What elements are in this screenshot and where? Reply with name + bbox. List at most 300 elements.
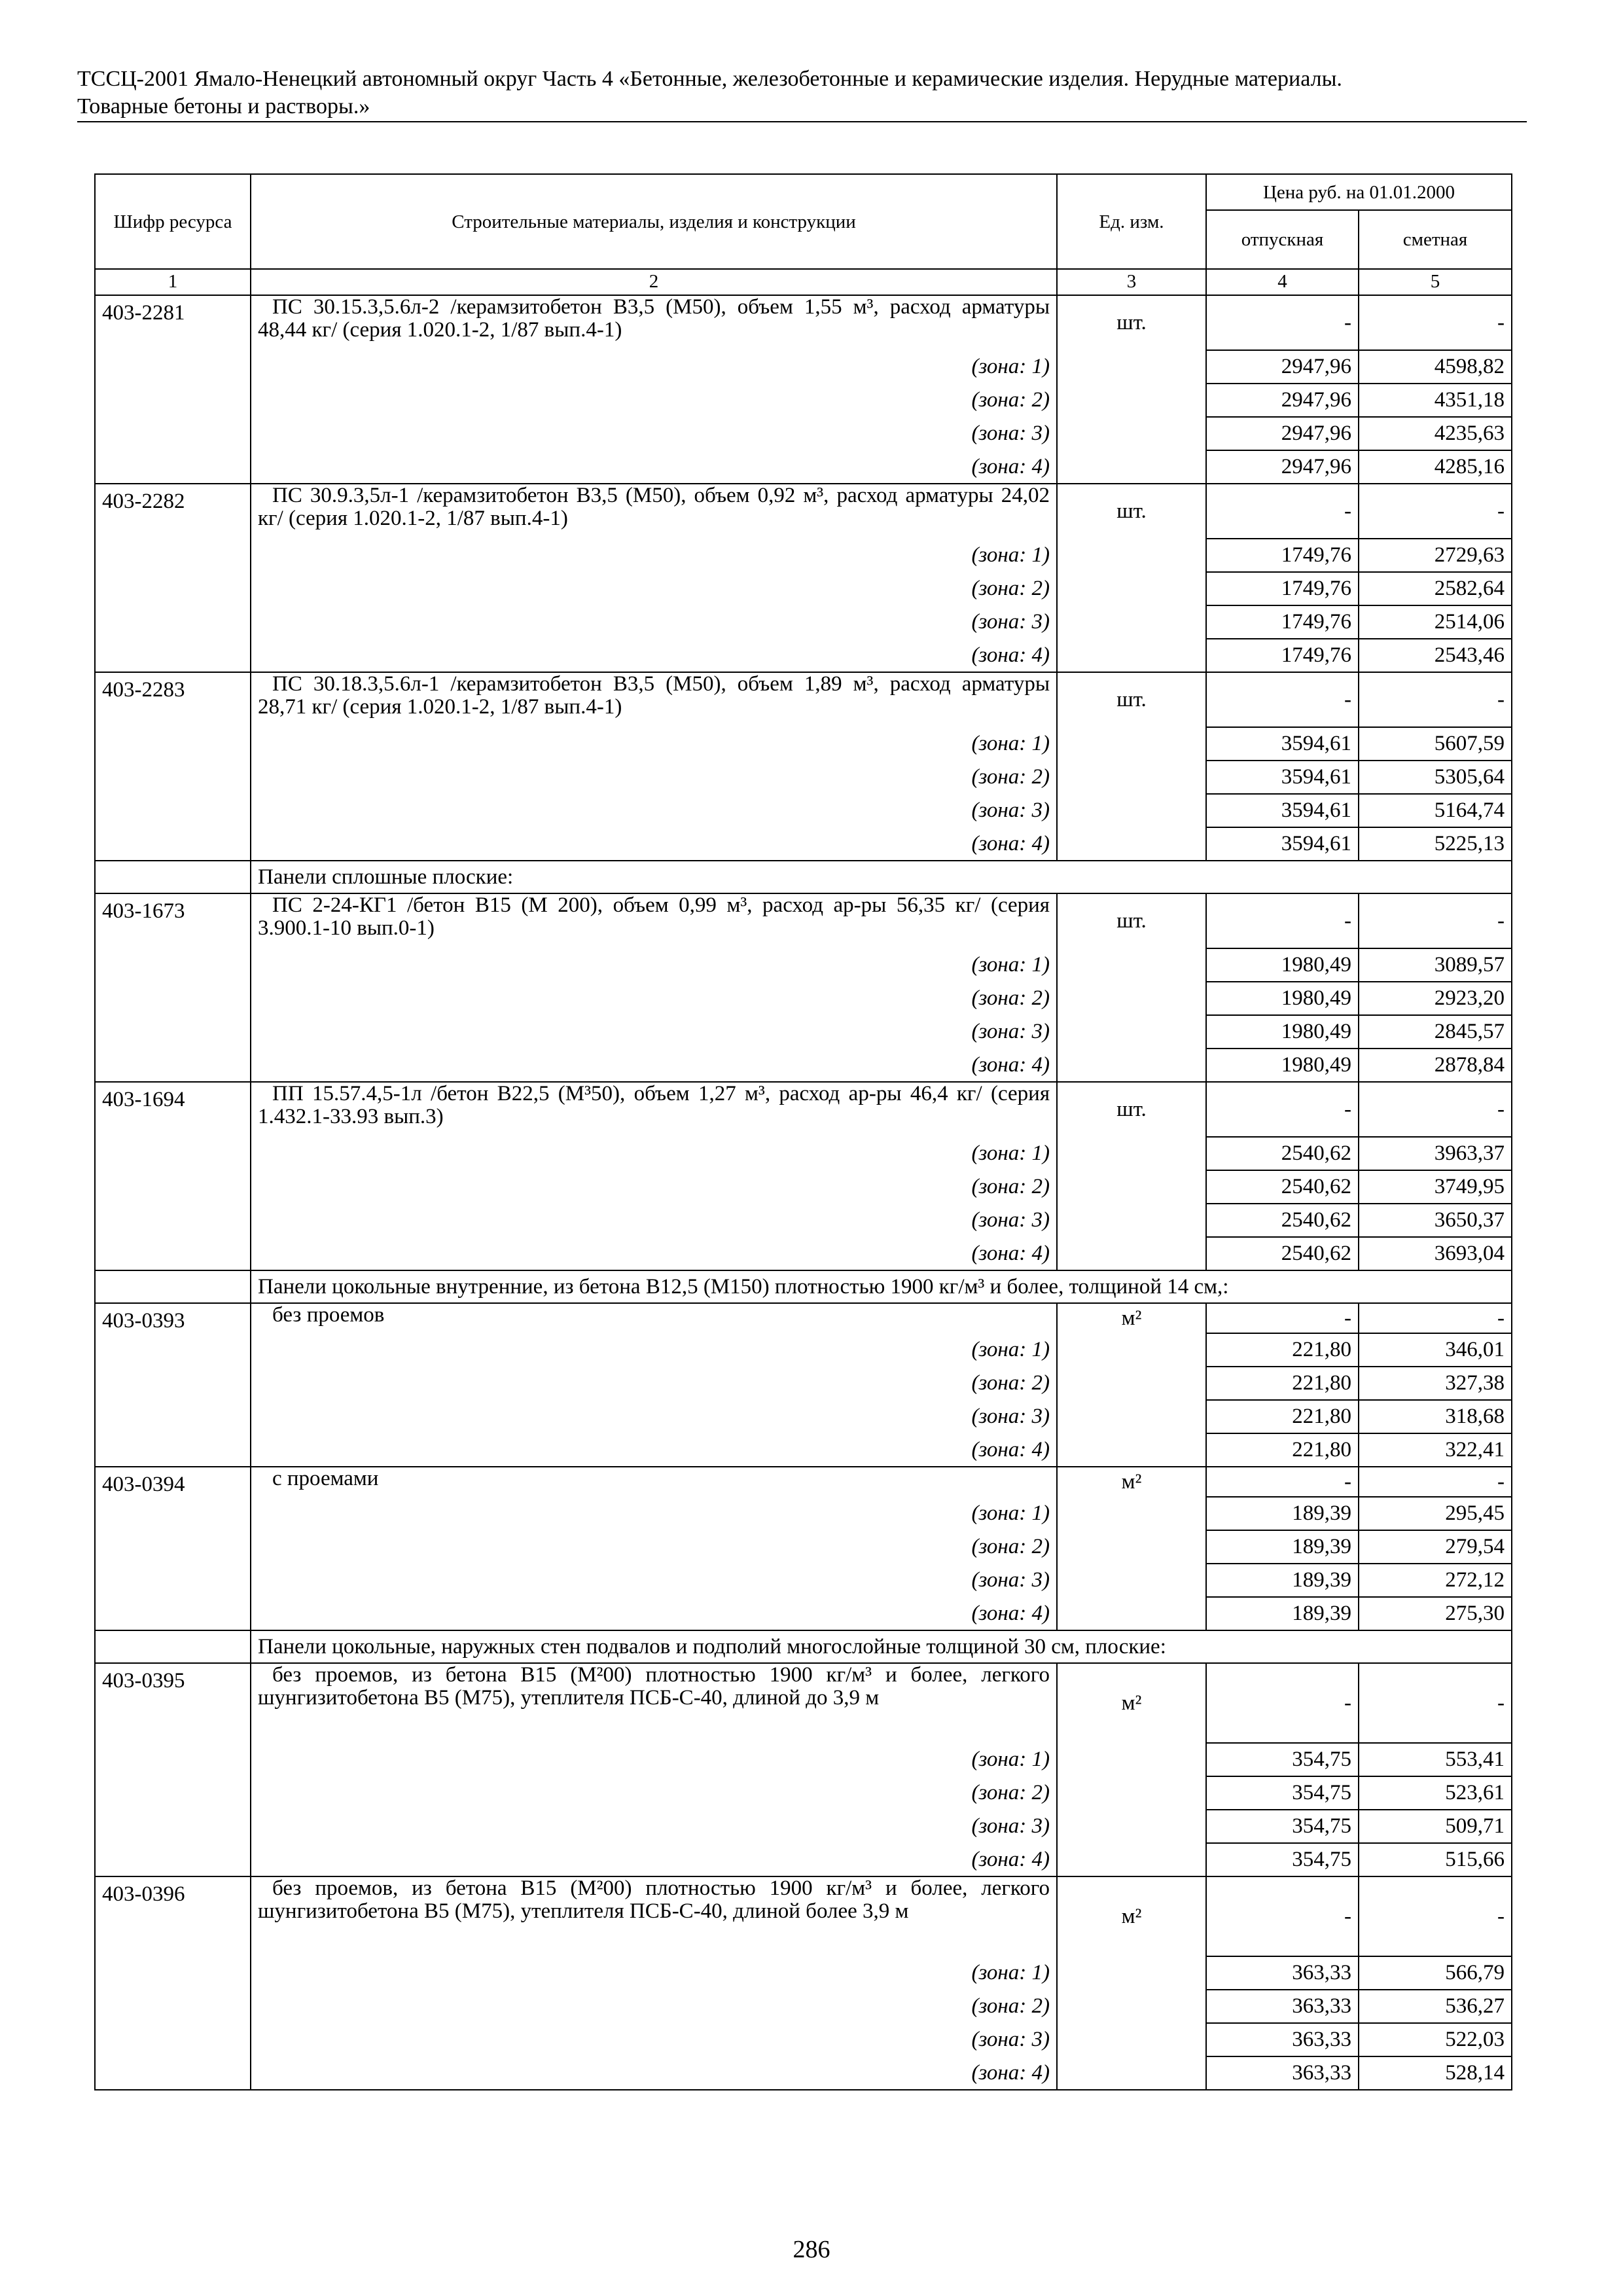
release-price: - xyxy=(1206,1467,1359,1497)
material-name xyxy=(251,1663,1057,1743)
empty-cell xyxy=(1057,1333,1206,1367)
empty-cell xyxy=(95,1776,251,1810)
zone-release-price: 363,33 xyxy=(1206,1990,1359,2023)
empty-cell xyxy=(1057,761,1206,794)
zone-release-price: 1749,76 xyxy=(1206,539,1359,572)
zone-label: (зона: 2) xyxy=(251,572,1057,605)
unit-cell: м² xyxy=(1057,1467,1206,1497)
empty-cell xyxy=(95,761,251,794)
empty-cell xyxy=(1057,1990,1206,2023)
zone-label: (зона: 2) xyxy=(251,1367,1057,1400)
zone-row xyxy=(95,1843,1512,1876)
col-number: 3 xyxy=(1057,269,1206,295)
zone-estimate-price: 509,71 xyxy=(1359,1810,1512,1843)
zone-label: (зона: 4) xyxy=(251,1843,1057,1876)
table-row xyxy=(95,893,1512,948)
empty-cell xyxy=(95,1333,251,1367)
zone-release-price: 189,39 xyxy=(1206,1564,1359,1597)
zone-label: (зона: 1) xyxy=(251,539,1057,572)
zone-label: (зона: 4) xyxy=(251,1433,1057,1467)
empty-cell xyxy=(95,450,251,484)
zone-estimate-price: 2923,20 xyxy=(1359,982,1512,1015)
material-name-text: без проемов, из бетона В15 (М²00) плотностью 1900 кг/м³ и более, легкого шунгизитобетона В5 (М75), утеплителя ПСБ-С-40, длиной до 3,9 м xyxy=(258,1663,1050,1710)
release-price: - xyxy=(1206,1303,1359,1333)
section-title: Панели сплошные плоские: xyxy=(251,861,1512,893)
zone-estimate-price: 2582,64 xyxy=(1359,572,1512,605)
material-name-text: без проемов, из бетона В15 (М²00) плотностью 1900 кг/м³ и более, легкого шунгизитобетона В5 (М75), утеплителя ПСБ-С-40, длиной более 3,9 м xyxy=(258,1876,1050,1923)
material-name-text: с проемами xyxy=(272,1467,379,1490)
zone-row xyxy=(95,417,1512,450)
empty-cell xyxy=(1057,948,1206,982)
release-price: - xyxy=(1206,484,1359,539)
zone-label: (зона: 3) xyxy=(251,1810,1057,1843)
zone-label: (зона: 4) xyxy=(251,1597,1057,1630)
zone-estimate-price: 2878,84 xyxy=(1359,1049,1512,1082)
zone-release-price: 1980,49 xyxy=(1206,1049,1359,1082)
zone-label: (зона: 4) xyxy=(251,1237,1057,1270)
resource-code: 403-2283 xyxy=(95,672,251,727)
zone-estimate-price: 2845,57 xyxy=(1359,1015,1512,1049)
zone-release-price: 221,80 xyxy=(1206,1367,1359,1400)
zone-estimate-price: 4235,63 xyxy=(1359,417,1512,450)
empty-cell xyxy=(95,948,251,982)
zone-row xyxy=(95,1015,1512,1049)
zone-estimate-price: 3650,37 xyxy=(1359,1204,1512,1237)
empty-cell xyxy=(1057,1137,1206,1170)
empty-cell xyxy=(1057,1564,1206,1597)
zone-release-price: 2540,62 xyxy=(1206,1170,1359,1204)
unit-cell: шт. xyxy=(1057,672,1206,727)
zone-estimate-price: 3693,04 xyxy=(1359,1237,1512,1270)
zone-estimate-price: 553,41 xyxy=(1359,1743,1512,1776)
release-price: - xyxy=(1206,672,1359,727)
zone-row xyxy=(95,727,1512,761)
zone-row xyxy=(95,1333,1512,1367)
zone-estimate-price: 2729,63 xyxy=(1359,539,1512,572)
resource-code: 403-0393 xyxy=(95,1303,251,1333)
zone-row xyxy=(95,1204,1512,1237)
zone-release-price: 2947,96 xyxy=(1206,350,1359,384)
empty-cell xyxy=(1057,1170,1206,1204)
zone-estimate-price: 4598,82 xyxy=(1359,350,1512,384)
price-table xyxy=(94,173,1512,2090)
zone-row xyxy=(95,1597,1512,1630)
zone-row xyxy=(95,1743,1512,1776)
empty-cell xyxy=(1057,982,1206,1015)
zone-estimate-price: 528,14 xyxy=(1359,2056,1512,2090)
zone-release-price: 2540,62 xyxy=(1206,1137,1359,1170)
zone-release-price: 354,75 xyxy=(1206,1843,1359,1876)
page-header xyxy=(77,65,1527,120)
zone-estimate-price: 279,54 xyxy=(1359,1530,1512,1564)
header-line-2: Товарные бетоны и растворы.» xyxy=(77,94,370,118)
empty-cell xyxy=(95,1843,251,1876)
empty-cell xyxy=(1057,794,1206,827)
col-header-release: отпускная xyxy=(1206,210,1359,269)
zone-estimate-price: 4285,16 xyxy=(1359,450,1512,484)
zone-row xyxy=(95,539,1512,572)
material-name-text: ПС 30.18.3,5.6л-1 /керамзитобетон В3,5 (М50), объем 1,89 м³, расход арматуры 28,71 кг/ (серия 1.020.1-2, 1/87 вып.4-1) xyxy=(258,672,1050,719)
zone-label: (зона: 3) xyxy=(251,794,1057,827)
empty-cell xyxy=(95,1237,251,1270)
zone-estimate-price: 275,30 xyxy=(1359,1597,1512,1630)
material-name-text: ПС 30.15.3,5.6л-2 /керамзитобетон В3,5 (М50), объем 1,55 м³, расход арматуры 48,44 кг/ (серия 1.020.1-2, 1/87 вып.4-1) xyxy=(258,295,1050,342)
zone-release-price: 3594,61 xyxy=(1206,761,1359,794)
table-row xyxy=(95,484,1512,539)
zone-row xyxy=(95,1530,1512,1564)
zone-label: (зона: 1) xyxy=(251,1956,1057,1990)
zone-row xyxy=(95,1776,1512,1810)
zone-label: (зона: 1) xyxy=(251,948,1057,982)
table-row xyxy=(95,672,1512,727)
empty-cell xyxy=(1057,639,1206,672)
empty-cell xyxy=(95,1049,251,1082)
header-line-1: ТССЦ-2001 Ямало-Ненецкий автономный округ Часть 4 «Бетонные, железобетонные и керамические изделия. Нерудные материалы. xyxy=(77,67,1342,91)
unit-cell: шт. xyxy=(1057,1082,1206,1137)
zone-row xyxy=(95,605,1512,639)
zone-release-price: 363,33 xyxy=(1206,2056,1359,2090)
unit-cell: шт. xyxy=(1057,893,1206,948)
zone-row xyxy=(95,1400,1512,1433)
release-price: - xyxy=(1206,295,1359,350)
zone-estimate-price: 322,41 xyxy=(1359,1433,1512,1467)
zone-release-price: 2947,96 xyxy=(1206,417,1359,450)
empty-cell xyxy=(1057,1433,1206,1467)
zone-row xyxy=(95,450,1512,484)
zone-release-price: 363,33 xyxy=(1206,1956,1359,1990)
material-name xyxy=(251,893,1057,948)
zone-label: (зона: 2) xyxy=(251,761,1057,794)
zone-release-price: 354,75 xyxy=(1206,1810,1359,1843)
empty-cell xyxy=(95,1497,251,1530)
section-row xyxy=(95,1630,1512,1663)
material-name xyxy=(251,1082,1057,1137)
section-title: Панели цокольные внутренние, из бетона В12,5 (М150) плотностью 1900 кг/м³ и более, толщиной 14 см,: xyxy=(251,1270,1512,1303)
material-name-text: ПП 15.57.4,5-1л /бетон В22,5 (М³50), объем 1,27 м³, расход ар-ры 46,4 кг/ (серия 1.432.1-33.93 вып.3) xyxy=(258,1082,1050,1128)
zone-estimate-price: 327,38 xyxy=(1359,1367,1512,1400)
estimate-price: - xyxy=(1359,1467,1512,1497)
estimate-price: - xyxy=(1359,893,1512,948)
zone-row xyxy=(95,948,1512,982)
release-price: - xyxy=(1206,1082,1359,1137)
unit-cell: м² xyxy=(1057,1876,1206,1956)
zone-estimate-price: 5164,74 xyxy=(1359,794,1512,827)
estimate-price: - xyxy=(1359,1082,1512,1137)
empty-cell xyxy=(1057,450,1206,484)
resource-code: 403-1694 xyxy=(95,1082,251,1137)
section-row xyxy=(95,861,1512,893)
zone-label: (зона: 1) xyxy=(251,1333,1057,1367)
col-header-code: Шифр ресурса xyxy=(95,174,251,269)
col-header-name: Строительные материалы, изделия и конструкции xyxy=(251,174,1057,269)
zone-release-price: 354,75 xyxy=(1206,1776,1359,1810)
empty-cell xyxy=(95,639,251,672)
table-row xyxy=(95,1082,1512,1137)
section-row xyxy=(95,1270,1512,1303)
zone-estimate-price: 2514,06 xyxy=(1359,605,1512,639)
zone-release-price: 221,80 xyxy=(1206,1433,1359,1467)
resource-code: 403-0396 xyxy=(95,1876,251,1956)
empty-cell xyxy=(95,1400,251,1433)
zone-row xyxy=(95,794,1512,827)
zone-row xyxy=(95,761,1512,794)
table-row xyxy=(95,1303,1512,1333)
estimate-price: - xyxy=(1359,1663,1512,1743)
zone-label: (зона: 2) xyxy=(251,1170,1057,1204)
zone-row xyxy=(95,350,1512,384)
empty-cell xyxy=(95,572,251,605)
col-header-unit: Ед. изм. xyxy=(1057,174,1206,269)
zone-row xyxy=(95,1564,1512,1597)
empty-cell xyxy=(95,1170,251,1204)
zone-label: (зона: 2) xyxy=(251,982,1057,1015)
zone-release-price: 3594,61 xyxy=(1206,827,1359,861)
release-price: - xyxy=(1206,893,1359,948)
empty-cell xyxy=(95,1564,251,1597)
zone-estimate-price: 5607,59 xyxy=(1359,727,1512,761)
section-title: Панели цокольные, наружных стен подвалов и подполий многослойные толщиной 30 см, плоские: xyxy=(251,1630,1512,1663)
estimate-price: - xyxy=(1359,1303,1512,1333)
zone-label: (зона: 1) xyxy=(251,1137,1057,1170)
zone-release-price: 1749,76 xyxy=(1206,639,1359,672)
empty-cell xyxy=(95,417,251,450)
zone-release-price: 189,39 xyxy=(1206,1530,1359,1564)
resource-code: 403-2282 xyxy=(95,484,251,539)
empty-cell xyxy=(95,1956,251,1990)
zone-estimate-price: 515,66 xyxy=(1359,1843,1512,1876)
col-number: 1 xyxy=(95,269,251,295)
zone-release-price: 354,75 xyxy=(1206,1743,1359,1776)
zone-label: (зона: 1) xyxy=(251,350,1057,384)
empty-cell xyxy=(1057,2056,1206,2090)
section-empty-cell xyxy=(95,861,251,893)
table-row xyxy=(95,1467,1512,1497)
zone-row xyxy=(95,2023,1512,2056)
empty-cell xyxy=(1057,2023,1206,2056)
empty-cell xyxy=(1057,1497,1206,1530)
zone-label: (зона: 4) xyxy=(251,827,1057,861)
empty-cell xyxy=(95,1433,251,1467)
empty-cell xyxy=(1057,572,1206,605)
zone-estimate-price: 3749,95 xyxy=(1359,1170,1512,1204)
empty-cell xyxy=(1057,1400,1206,1433)
empty-cell xyxy=(1057,1743,1206,1776)
zone-release-price: 3594,61 xyxy=(1206,794,1359,827)
material-name xyxy=(251,484,1057,539)
zone-row xyxy=(95,827,1512,861)
zone-estimate-price: 2543,46 xyxy=(1359,639,1512,672)
zone-row xyxy=(95,1170,1512,1204)
empty-cell xyxy=(1057,827,1206,861)
empty-cell xyxy=(95,982,251,1015)
zone-release-price: 2540,62 xyxy=(1206,1237,1359,1270)
zone-release-price: 1980,49 xyxy=(1206,1015,1359,1049)
zone-release-price: 221,80 xyxy=(1206,1400,1359,1433)
page-number: 286 xyxy=(793,2236,830,2263)
material-name-text: ПС 30.9.3,5л-1 /керамзитобетон В3,5 (М50), объем 0,92 м³, расход арматуры 24,02 кг/ (серия 1.020.1-2, 1/87 вып.4-1) xyxy=(258,484,1050,530)
release-price: - xyxy=(1206,1663,1359,1743)
empty-cell xyxy=(1057,1204,1206,1237)
unit-cell: шт. xyxy=(1057,484,1206,539)
empty-cell xyxy=(95,2056,251,2090)
empty-cell xyxy=(1057,1049,1206,1082)
zone-row xyxy=(95,1990,1512,2023)
empty-cell xyxy=(1057,1810,1206,1843)
zone-release-price: 2947,96 xyxy=(1206,450,1359,484)
resource-code: 403-0394 xyxy=(95,1467,251,1497)
resource-code: 403-1673 xyxy=(95,893,251,948)
material-name xyxy=(251,1303,1057,1333)
zone-estimate-price: 536,27 xyxy=(1359,1990,1512,2023)
zone-row xyxy=(95,1137,1512,1170)
empty-cell xyxy=(95,2023,251,2056)
zone-label: (зона: 4) xyxy=(251,1049,1057,1082)
estimate-price: - xyxy=(1359,484,1512,539)
zone-estimate-price: 295,45 xyxy=(1359,1497,1512,1530)
empty-cell xyxy=(1057,605,1206,639)
unit-cell: шт. xyxy=(1057,295,1206,350)
estimate-price: - xyxy=(1359,1876,1512,1956)
zone-label: (зона: 2) xyxy=(251,1530,1057,1564)
section-empty-cell xyxy=(95,1630,251,1663)
empty-cell xyxy=(95,605,251,639)
table-row xyxy=(95,1876,1512,1956)
material-name xyxy=(251,1876,1057,1956)
zone-label: (зона: 2) xyxy=(251,1776,1057,1810)
unit-cell: м² xyxy=(1057,1663,1206,1743)
estimate-price: - xyxy=(1359,295,1512,350)
zone-estimate-price: 346,01 xyxy=(1359,1333,1512,1367)
empty-cell xyxy=(95,1743,251,1776)
zone-label: (зона: 3) xyxy=(251,1204,1057,1237)
material-name-text: без проемов xyxy=(272,1303,385,1327)
zone-estimate-price: 272,12 xyxy=(1359,1564,1512,1597)
zone-release-price: 1980,49 xyxy=(1206,948,1359,982)
estimate-price: - xyxy=(1359,672,1512,727)
col-header-estimate: сметная xyxy=(1359,210,1512,269)
zone-label: (зона: 1) xyxy=(251,727,1057,761)
empty-cell xyxy=(1057,1015,1206,1049)
zone-label: (зона: 4) xyxy=(251,639,1057,672)
empty-cell xyxy=(95,1597,251,1630)
empty-cell xyxy=(95,384,251,417)
col-number: 5 xyxy=(1359,269,1512,295)
zone-label: (зона: 3) xyxy=(251,1564,1057,1597)
zone-label: (зона: 2) xyxy=(251,1990,1057,2023)
zone-row xyxy=(95,1049,1512,1082)
empty-cell xyxy=(1057,1597,1206,1630)
zone-estimate-price: 522,03 xyxy=(1359,2023,1512,2056)
empty-cell xyxy=(1057,417,1206,450)
material-name-text: ПС 2-24-КГ1 /бетон В15 (М 200), объем 0,99 м³, расход ар-ры 56,35 кг/ (серия 3.900.1-10 вып.0-1) xyxy=(258,893,1050,940)
material-name xyxy=(251,295,1057,350)
zone-row xyxy=(95,1956,1512,1990)
zone-estimate-price: 318,68 xyxy=(1359,1400,1512,1433)
empty-cell xyxy=(1057,1237,1206,1270)
zone-row xyxy=(95,982,1512,1015)
material-name xyxy=(251,1467,1057,1497)
zone-label: (зона: 2) xyxy=(251,384,1057,417)
zone-row xyxy=(95,1433,1512,1467)
empty-cell xyxy=(95,1810,251,1843)
zone-release-price: 1749,76 xyxy=(1206,605,1359,639)
empty-cell xyxy=(95,1367,251,1400)
empty-cell xyxy=(1057,384,1206,417)
zone-release-price: 3594,61 xyxy=(1206,727,1359,761)
zone-label: (зона: 4) xyxy=(251,2056,1057,2090)
table-row xyxy=(95,1663,1512,1743)
zone-release-price: 1980,49 xyxy=(1206,982,1359,1015)
empty-cell xyxy=(95,1137,251,1170)
empty-cell xyxy=(95,350,251,384)
col-number: 4 xyxy=(1206,269,1359,295)
release-price: - xyxy=(1206,1876,1359,1956)
zone-label: (зона: 3) xyxy=(251,2023,1057,2056)
resource-code: 403-0395 xyxy=(95,1663,251,1743)
zone-row xyxy=(95,1810,1512,1843)
zone-label: (зона: 3) xyxy=(251,1400,1057,1433)
header-divider xyxy=(77,121,1527,122)
zone-label: (зона: 3) xyxy=(251,605,1057,639)
zone-release-price: 2540,62 xyxy=(1206,1204,1359,1237)
empty-cell xyxy=(1057,1530,1206,1564)
zone-estimate-price: 4351,18 xyxy=(1359,384,1512,417)
zone-estimate-price: 523,61 xyxy=(1359,1776,1512,1810)
zone-row xyxy=(95,639,1512,672)
col-number: 2 xyxy=(251,269,1057,295)
empty-cell xyxy=(95,794,251,827)
empty-cell xyxy=(95,1530,251,1564)
zone-label: (зона: 1) xyxy=(251,1497,1057,1530)
material-name xyxy=(251,672,1057,727)
zone-estimate-price: 3089,57 xyxy=(1359,948,1512,982)
empty-cell xyxy=(95,727,251,761)
zone-label: (зона: 4) xyxy=(251,450,1057,484)
zone-row xyxy=(95,1237,1512,1270)
col-header-price: Цена руб. на 01.01.2000 xyxy=(1206,174,1512,210)
empty-cell xyxy=(95,1015,251,1049)
table-body xyxy=(95,295,1512,2090)
empty-cell xyxy=(1057,350,1206,384)
zone-row xyxy=(95,572,1512,605)
zone-estimate-price: 3963,37 xyxy=(1359,1137,1512,1170)
empty-cell xyxy=(95,827,251,861)
zone-label: (зона: 3) xyxy=(251,1015,1057,1049)
empty-cell xyxy=(95,1204,251,1237)
empty-cell xyxy=(1057,1956,1206,1990)
empty-cell xyxy=(1057,1367,1206,1400)
zone-estimate-price: 5305,64 xyxy=(1359,761,1512,794)
zone-row xyxy=(95,1367,1512,1400)
empty-cell xyxy=(1057,1843,1206,1876)
unit-cell: м² xyxy=(1057,1303,1206,1333)
empty-cell xyxy=(1057,539,1206,572)
zone-release-price: 1749,76 xyxy=(1206,572,1359,605)
zone-release-price: 2947,96 xyxy=(1206,384,1359,417)
zone-estimate-price: 5225,13 xyxy=(1359,827,1512,861)
zone-release-price: 363,33 xyxy=(1206,2023,1359,2056)
empty-cell xyxy=(95,1990,251,2023)
zone-label: (зона: 1) xyxy=(251,1743,1057,1776)
zone-estimate-price: 566,79 xyxy=(1359,1956,1512,1990)
resource-code: 403-2281 xyxy=(95,295,251,350)
empty-cell xyxy=(1057,727,1206,761)
section-empty-cell xyxy=(95,1270,251,1303)
zone-row xyxy=(95,2056,1512,2090)
zone-row xyxy=(95,384,1512,417)
empty-cell xyxy=(95,539,251,572)
table-row xyxy=(95,295,1512,350)
